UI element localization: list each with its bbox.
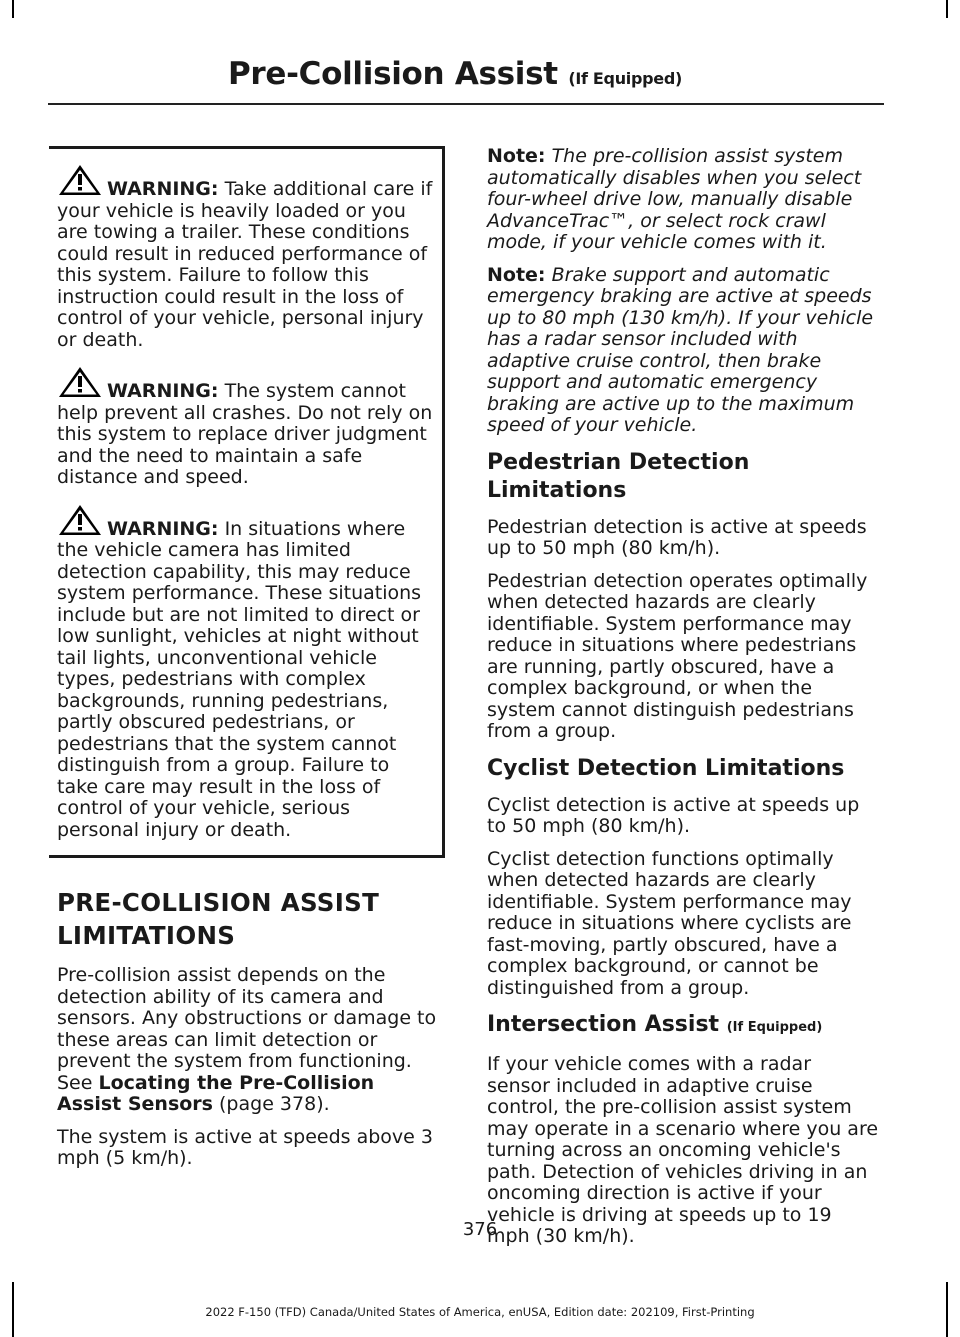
note-label: Note:	[487, 263, 546, 286]
cross-reference-link[interactable]: Locating the Pre-Collision Assist Sensors	[57, 1071, 375, 1115]
page-header-title	[228, 56, 682, 92]
intersection-heading-text: Intersection Assist	[487, 1012, 720, 1037]
header-rule	[48, 103, 884, 105]
warning-triangle-icon	[57, 163, 103, 197]
note-text: Brake support and automatic emergency braking are active at speeds up to 80 mph (130 km/h). If your vehicle has a radar sensor included with adaptive cruise control, then brake support and automatic emergency braking are active up to the maximum speed of your vehicle.	[487, 263, 874, 436]
note-text: The pre-collision assist system automatically disables when you select four-wheel drive low, manually disable AdvanceTrac™, or select rock crawl mode, if your vehicle comes with it.	[487, 145, 862, 253]
page-footer: 2022 F-150 (TFD) Canada/United States of America, enUSA, Edition date: 202109, First-Printing	[205, 1305, 755, 1319]
pedestrian-paragraph-1: Pedestrian detection is active at speeds up to 50 mph (80 km/h).	[487, 515, 867, 559]
warning-text: The system cannot help prevent all crashes. Do not rely on this system to replace driver judgment and the need to maintain a safe distance and speed.	[57, 380, 433, 488]
limitations-paragraph-2: The system is active at speeds above 3 mph (5 km/h).	[57, 1125, 433, 1169]
pedestrian-heading: Pedestrian Detection Limitations	[487, 449, 750, 503]
note-label: Note:	[487, 145, 546, 167]
warning-label: WARNING:	[107, 380, 219, 402]
header-title-suffix: (If Equipped)	[568, 69, 682, 88]
intersection-heading	[487, 1011, 880, 1042]
pedestrian-paragraph-2: Pedestrian detection operates optimally when detected hazards are clearly identifiable. System performance may reduce in situations where pedestrians are running, partly obscured, have a complex background, or when the system cannot distinguish pedestrians from a group.	[487, 569, 868, 742]
note-1	[487, 146, 880, 254]
cyclist-heading: Cyclist Detection Limitations	[487, 755, 845, 781]
limitations-paragraph-1	[57, 965, 445, 1116]
warning-label: WARNING:	[107, 178, 219, 200]
header-title-text: Pre-Collision Assist	[227, 56, 558, 92]
warning-2	[57, 351, 434, 489]
intersection-paragraph-1: If your vehicle comes with a radar sensor included in adaptive cruise control, the pre-collision assist system may operate in a scenario where you are turning across an oncoming vehicle's path. Detection of vehicles driving in an oncoming direction is active if your vehicle is driving at speeds up to 19 mph (30 km/h).	[487, 1053, 879, 1247]
warning-triangle-icon	[57, 365, 103, 399]
cyclist-paragraph-1: Cyclist detection is active at speeds up to 50 mph (80 km/h).	[487, 793, 860, 837]
warning-1	[57, 149, 434, 351]
warning-text: In situations where the vehicle camera has limited detection capability, this may reduce system performance. These situations include but are not limited to direct or low sunlight, vehicles at night without tail lights, unconventional vehicle types, pedestrians with complex backgrounds, running pedestrians, partly obscured pedestrians, or pedestrians that the system cannot distinguish from a group. Failure to take care may result in the loss of control of your vehicle, serious personal injury or death.	[57, 517, 422, 841]
cyclist-paragraph-2: Cyclist detection functions optimally when detected hazards are clearly identifiable. System performance may reduce in situations where cyclists are fast-moving, partly obscured, have a complex background, or cannot be distinguished from a group.	[487, 847, 852, 999]
warning-label: WARNING:	[107, 517, 219, 540]
note-2	[487, 265, 880, 437]
limitations-para1-before: Pre-collision assist depends on the detection ability of its camera and sensors. Any obstructions or damage to these areas can limit detection or prevent the system from functioning. See	[57, 964, 437, 1094]
limitations-heading	[57, 886, 445, 952]
left-column	[57, 146, 445, 1181]
intersection-heading-suffix: (If Equipped)	[726, 1020, 823, 1035]
limitations-para1-after: (page 378).	[212, 1093, 330, 1115]
warning-triangle-icon	[57, 503, 103, 537]
limitations-heading-line1: PRE-COLLISION ASSIST	[57, 888, 380, 917]
warning-box	[49, 146, 445, 858]
page-number: 376	[462, 1219, 498, 1240]
right-column	[487, 146, 880, 1259]
crop-mark	[12, 0, 14, 18]
warning-text: Take additional care if your vehicle is heavily loaded or you are towing a trailer. These conditions could result in reduced performance of this system. Failure to follow this instruction could result in the loss of control of your vehicle, personal injury or death.	[57, 178, 433, 351]
warning-3	[57, 489, 434, 842]
crop-mark	[946, 0, 948, 18]
limitations-heading-line2: LIMITATIONS	[57, 921, 236, 950]
